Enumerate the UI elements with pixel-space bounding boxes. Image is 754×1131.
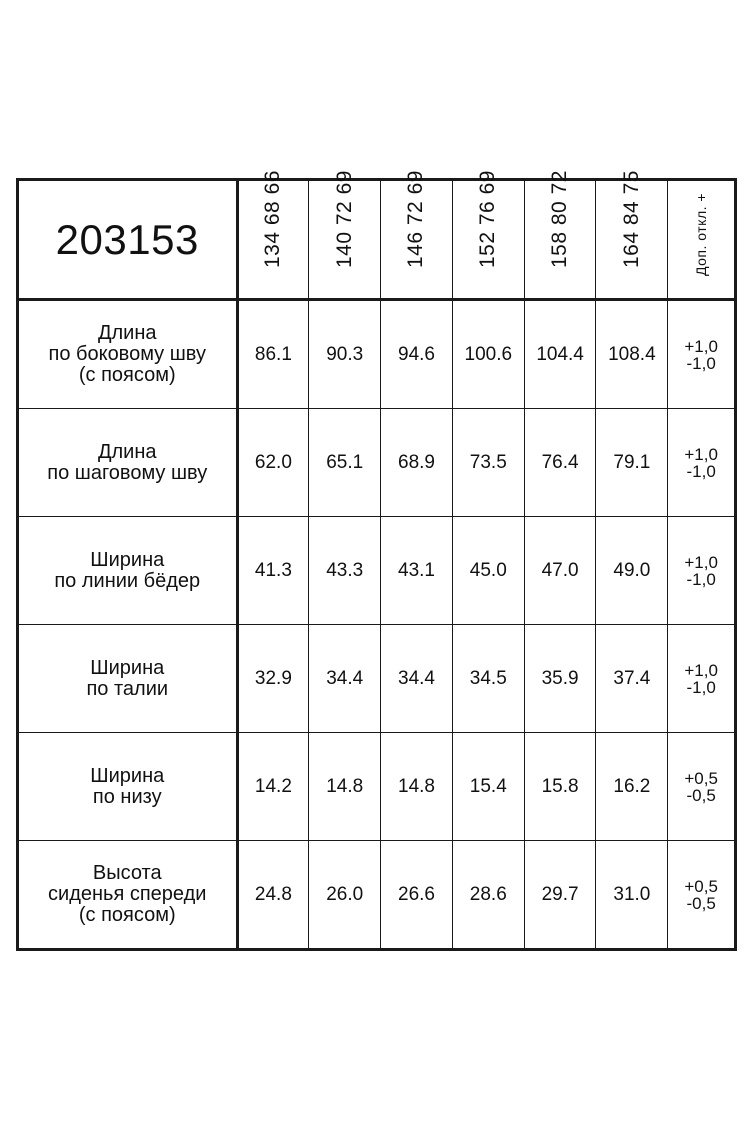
measurement-value: 94.6: [381, 300, 453, 409]
tolerance-minus: -1,0: [686, 677, 716, 697]
measurement-value: 76.4: [524, 409, 596, 517]
measurement-label: [18, 517, 238, 625]
tolerance-plus: +1,0: [684, 444, 718, 464]
table-row: [18, 625, 736, 733]
tolerance-cell: [668, 300, 736, 409]
size-chart-table: [16, 170, 737, 951]
tolerance-cell: [668, 733, 736, 841]
measurement-label: [18, 733, 238, 841]
tolerance-plus: +1,0: [684, 552, 718, 572]
measurement-value: 100.6: [452, 300, 524, 409]
measurement-label-line: по талии: [86, 677, 169, 700]
measurement-label-line: Длина: [97, 440, 157, 463]
size-header-cell: [524, 170, 596, 300]
measurement-value: 31.0: [596, 841, 668, 950]
article-number: 203153: [55, 215, 199, 263]
measurement-value: 86.1: [237, 300, 309, 409]
measurement-label-line: (с поясом): [78, 904, 176, 926]
table-row: [18, 733, 736, 841]
measurement-value: 29.7: [524, 841, 596, 950]
size-header: 164 84 75: [619, 170, 643, 268]
measurement-value: 28.6: [452, 841, 524, 950]
measurement-label-line: Ширина: [90, 764, 165, 787]
measurement-label-line: по низу: [92, 785, 162, 808]
tolerance-plus: +0,5: [684, 876, 718, 896]
tolerance-header: Доп. откл. +: [693, 192, 710, 276]
measurement-label-line: по линии бёдер: [54, 569, 201, 592]
measurement-label: [18, 409, 238, 517]
measurement-value: 43.1: [381, 517, 453, 625]
measurement-value: 14.2: [237, 733, 309, 841]
article-cell: [18, 180, 238, 300]
tolerance-plus: +0,5: [684, 768, 718, 788]
measurement-value: 43.3: [309, 517, 381, 625]
measurement-value: 45.0: [452, 517, 524, 625]
measurement-value: 26.6: [381, 841, 453, 950]
size-header: 158 80 72: [548, 170, 572, 268]
measurement-label-line: Ширина: [90, 548, 165, 571]
measurement-value: 14.8: [309, 733, 381, 841]
tolerance-cell: [668, 625, 736, 733]
measurement-label-line: Высота: [92, 862, 162, 884]
measurement-label-line: Ширина: [90, 656, 165, 679]
table-row: [18, 841, 736, 950]
measurement-value: 79.1: [596, 409, 668, 517]
size-header: 140 72 69: [332, 170, 356, 268]
tolerance-cell: [668, 517, 736, 625]
measurement-label-line: по боковому шву: [48, 343, 206, 365]
measurement-value: 68.9: [381, 409, 453, 517]
measurement-value: 15.8: [524, 733, 596, 841]
measurement-value: 34.5: [452, 625, 524, 733]
size-header: 134 68 66: [261, 170, 285, 268]
tolerance-minus: -0,5: [686, 785, 716, 805]
measurement-value: 16.2: [596, 733, 668, 841]
tolerance-minus: -1,0: [686, 353, 716, 373]
table-row: [18, 517, 736, 625]
measurement-label-line: Длина: [97, 322, 157, 344]
measurement-value: 90.3: [309, 300, 381, 409]
table-body: [18, 300, 736, 950]
size-header-cell: [381, 170, 453, 300]
size-header: 146 72 69: [404, 170, 428, 268]
measurement-label-line: (с поясом): [78, 364, 176, 386]
measurement-label: [18, 841, 238, 950]
tolerance-minus: -1,0: [686, 569, 716, 589]
tolerance-cell: [668, 841, 736, 950]
table-row: [18, 409, 736, 517]
measurement-value: 104.4: [524, 300, 596, 409]
measurement-value: 32.9: [237, 625, 309, 733]
measurement-value: 34.4: [381, 625, 453, 733]
tolerance-header-cell: [668, 180, 736, 300]
size-header-cell: [237, 170, 309, 300]
table-row: [18, 300, 736, 409]
tolerance-cell: [668, 409, 736, 517]
size-header-cell: [452, 170, 524, 300]
tolerance-plus: +1,0: [684, 336, 718, 356]
measurement-value: 65.1: [309, 409, 381, 517]
measurement-value: 62.0: [237, 409, 309, 517]
measurement-value: 24.8: [237, 841, 309, 950]
measurement-value: 14.8: [381, 733, 453, 841]
size-header-cell: [596, 170, 668, 300]
size-header-cell: [309, 170, 381, 300]
measurement-value: 49.0: [596, 517, 668, 625]
tolerance-plus: +1,0: [684, 660, 718, 680]
size-header: 152 76 69: [476, 170, 500, 268]
measurement-value: 108.4: [596, 300, 668, 409]
measurement-label-line: по шаговому шву: [47, 461, 208, 484]
measurement-label-line: сиденья спереди: [48, 883, 207, 905]
measurement-value: 37.4: [596, 625, 668, 733]
measurement-value: 35.9: [524, 625, 596, 733]
measurement-value: 73.5: [452, 409, 524, 517]
tolerance-minus: -0,5: [686, 893, 716, 913]
measurement-value: 34.4: [309, 625, 381, 733]
tolerance-minus: -1,0: [686, 461, 716, 481]
header-row: [18, 180, 736, 300]
measurement-value: 15.4: [452, 733, 524, 841]
measurement-value: 41.3: [237, 517, 309, 625]
measurement-value: 26.0: [309, 841, 381, 950]
measurement-value: 47.0: [524, 517, 596, 625]
measurement-label: [18, 625, 238, 733]
measurement-label: [18, 300, 238, 409]
